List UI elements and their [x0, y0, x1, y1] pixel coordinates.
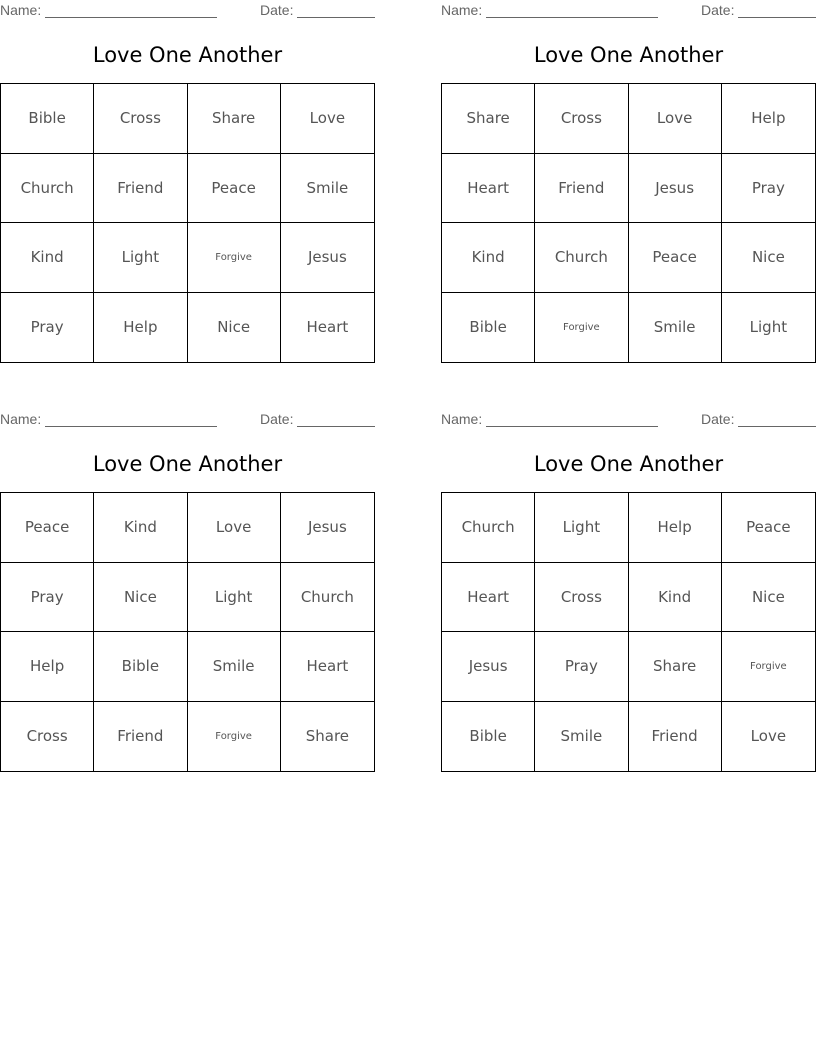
date-field-line[interactable]	[738, 17, 816, 18]
bingo-cell: Heart	[306, 318, 349, 337]
bingo-cell: Smile	[535, 702, 628, 772]
bingo-cell: Pray	[535, 632, 628, 702]
bingo-cell: Jesus	[281, 493, 374, 563]
bingo-cell: Share	[442, 84, 535, 154]
bingo-cell: Friend	[535, 154, 628, 224]
bingo-cell: Kind	[1, 223, 94, 293]
date-label: Date:	[701, 411, 735, 427]
name-field-line[interactable]	[486, 17, 658, 18]
bingo-cell: Smile	[188, 632, 281, 702]
bingo-cell: Love	[750, 727, 787, 746]
name-label: Name:	[441, 2, 483, 18]
bingo-cell: Smile	[629, 293, 722, 363]
bingo-cell: Nice	[94, 563, 187, 633]
date-label: Date:	[260, 411, 294, 427]
bingo-cell-forgive: Forgive	[188, 223, 281, 293]
bingo-cell: Light	[188, 563, 281, 633]
bingo-cell: Bible	[442, 293, 535, 363]
bingo-cell: Cross	[535, 84, 628, 154]
bingo-cell: Cross	[94, 84, 187, 154]
bingo-cell: Pray	[722, 154, 815, 224]
bingo-cell: Heart	[281, 632, 374, 702]
bingo-cell: Peace	[1, 493, 94, 563]
bingo-cell: Kind	[629, 563, 722, 633]
card-title: Love One Another	[92, 452, 283, 476]
name-date-row	[0, 409, 375, 429]
bingo-cell: Help	[722, 84, 815, 154]
name-field-line[interactable]	[45, 426, 217, 427]
bingo-grid	[441, 492, 816, 772]
bingo-cell: Bible	[442, 702, 535, 772]
bingo-cell: Jesus	[442, 632, 535, 702]
bingo-cell: Light	[749, 318, 788, 337]
bingo-cell: Share	[305, 727, 350, 746]
bingo-cell-forgive: Forgive	[722, 632, 815, 702]
bingo-cell: Jesus	[281, 223, 374, 293]
bingo-cell: Bible	[1, 84, 94, 154]
bingo-cell: Kind	[442, 223, 535, 293]
bingo-cell: Share	[629, 632, 722, 702]
bingo-cell: Heart	[442, 154, 535, 224]
bingo-cell: Heart	[442, 563, 535, 633]
bingo-cell: Friend	[629, 702, 722, 772]
bingo-cell: Love	[188, 493, 281, 563]
bingo-cell: Share	[188, 84, 281, 154]
bingo-cell: Church	[281, 563, 374, 633]
card-title: Love One Another	[533, 43, 724, 67]
bingo-cell: Smile	[281, 154, 374, 224]
bingo-card-3	[0, 409, 375, 746]
bingo-cell-forgive: Forgive	[188, 702, 281, 772]
bingo-cell: Jesus	[629, 154, 722, 224]
bingo-cell: Love	[281, 84, 374, 154]
bingo-card-2	[441, 0, 816, 337]
card-title: Love One Another	[533, 452, 724, 476]
name-label: Name:	[0, 2, 42, 18]
bingo-cell: Pray	[1, 293, 94, 363]
bingo-cell: Peace	[629, 223, 722, 293]
bingo-cell: Peace	[722, 493, 815, 563]
bingo-cell-forgive: Forgive	[535, 293, 628, 363]
name-date-row	[441, 409, 816, 429]
bingo-grid	[441, 83, 816, 363]
bingo-cell: Light	[535, 493, 628, 563]
bingo-cell: Nice	[722, 223, 815, 293]
bingo-cell: Help	[94, 293, 187, 363]
bingo-cell: Church	[1, 154, 94, 224]
bingo-cell: Love	[629, 84, 722, 154]
bingo-cell: Pray	[1, 563, 94, 633]
name-field-line[interactable]	[486, 426, 658, 427]
name-field-line[interactable]	[45, 17, 217, 18]
name-date-row	[0, 0, 375, 20]
bingo-cell: Church	[535, 223, 628, 293]
bingo-cell: Peace	[188, 154, 281, 224]
card-title: Love One Another	[92, 43, 283, 67]
bingo-cell: Help	[1, 632, 94, 702]
bingo-grid	[0, 83, 375, 363]
bingo-cell: Kind	[94, 493, 187, 563]
name-label: Name:	[0, 411, 42, 427]
date-field-line[interactable]	[738, 426, 816, 427]
bingo-grid	[0, 492, 375, 772]
date-field-line[interactable]	[297, 426, 375, 427]
date-label: Date:	[260, 2, 294, 18]
bingo-cell: Nice	[722, 563, 815, 633]
bingo-cell: Friend	[94, 702, 187, 772]
date-label: Date:	[701, 2, 735, 18]
bingo-cell: Light	[94, 223, 187, 293]
bingo-cell: Bible	[94, 632, 187, 702]
bingo-cell: Church	[442, 493, 535, 563]
bingo-cell: Friend	[94, 154, 187, 224]
bingo-cell: Cross	[1, 702, 94, 772]
bingo-card-1	[0, 0, 375, 337]
name-date-row	[441, 0, 816, 20]
name-label: Name:	[441, 411, 483, 427]
bingo-cell: Nice	[188, 293, 281, 363]
date-field-line[interactable]	[297, 17, 375, 18]
bingo-cell: Help	[629, 493, 722, 563]
bingo-cell: Cross	[535, 563, 628, 633]
bingo-card-4	[441, 409, 816, 746]
